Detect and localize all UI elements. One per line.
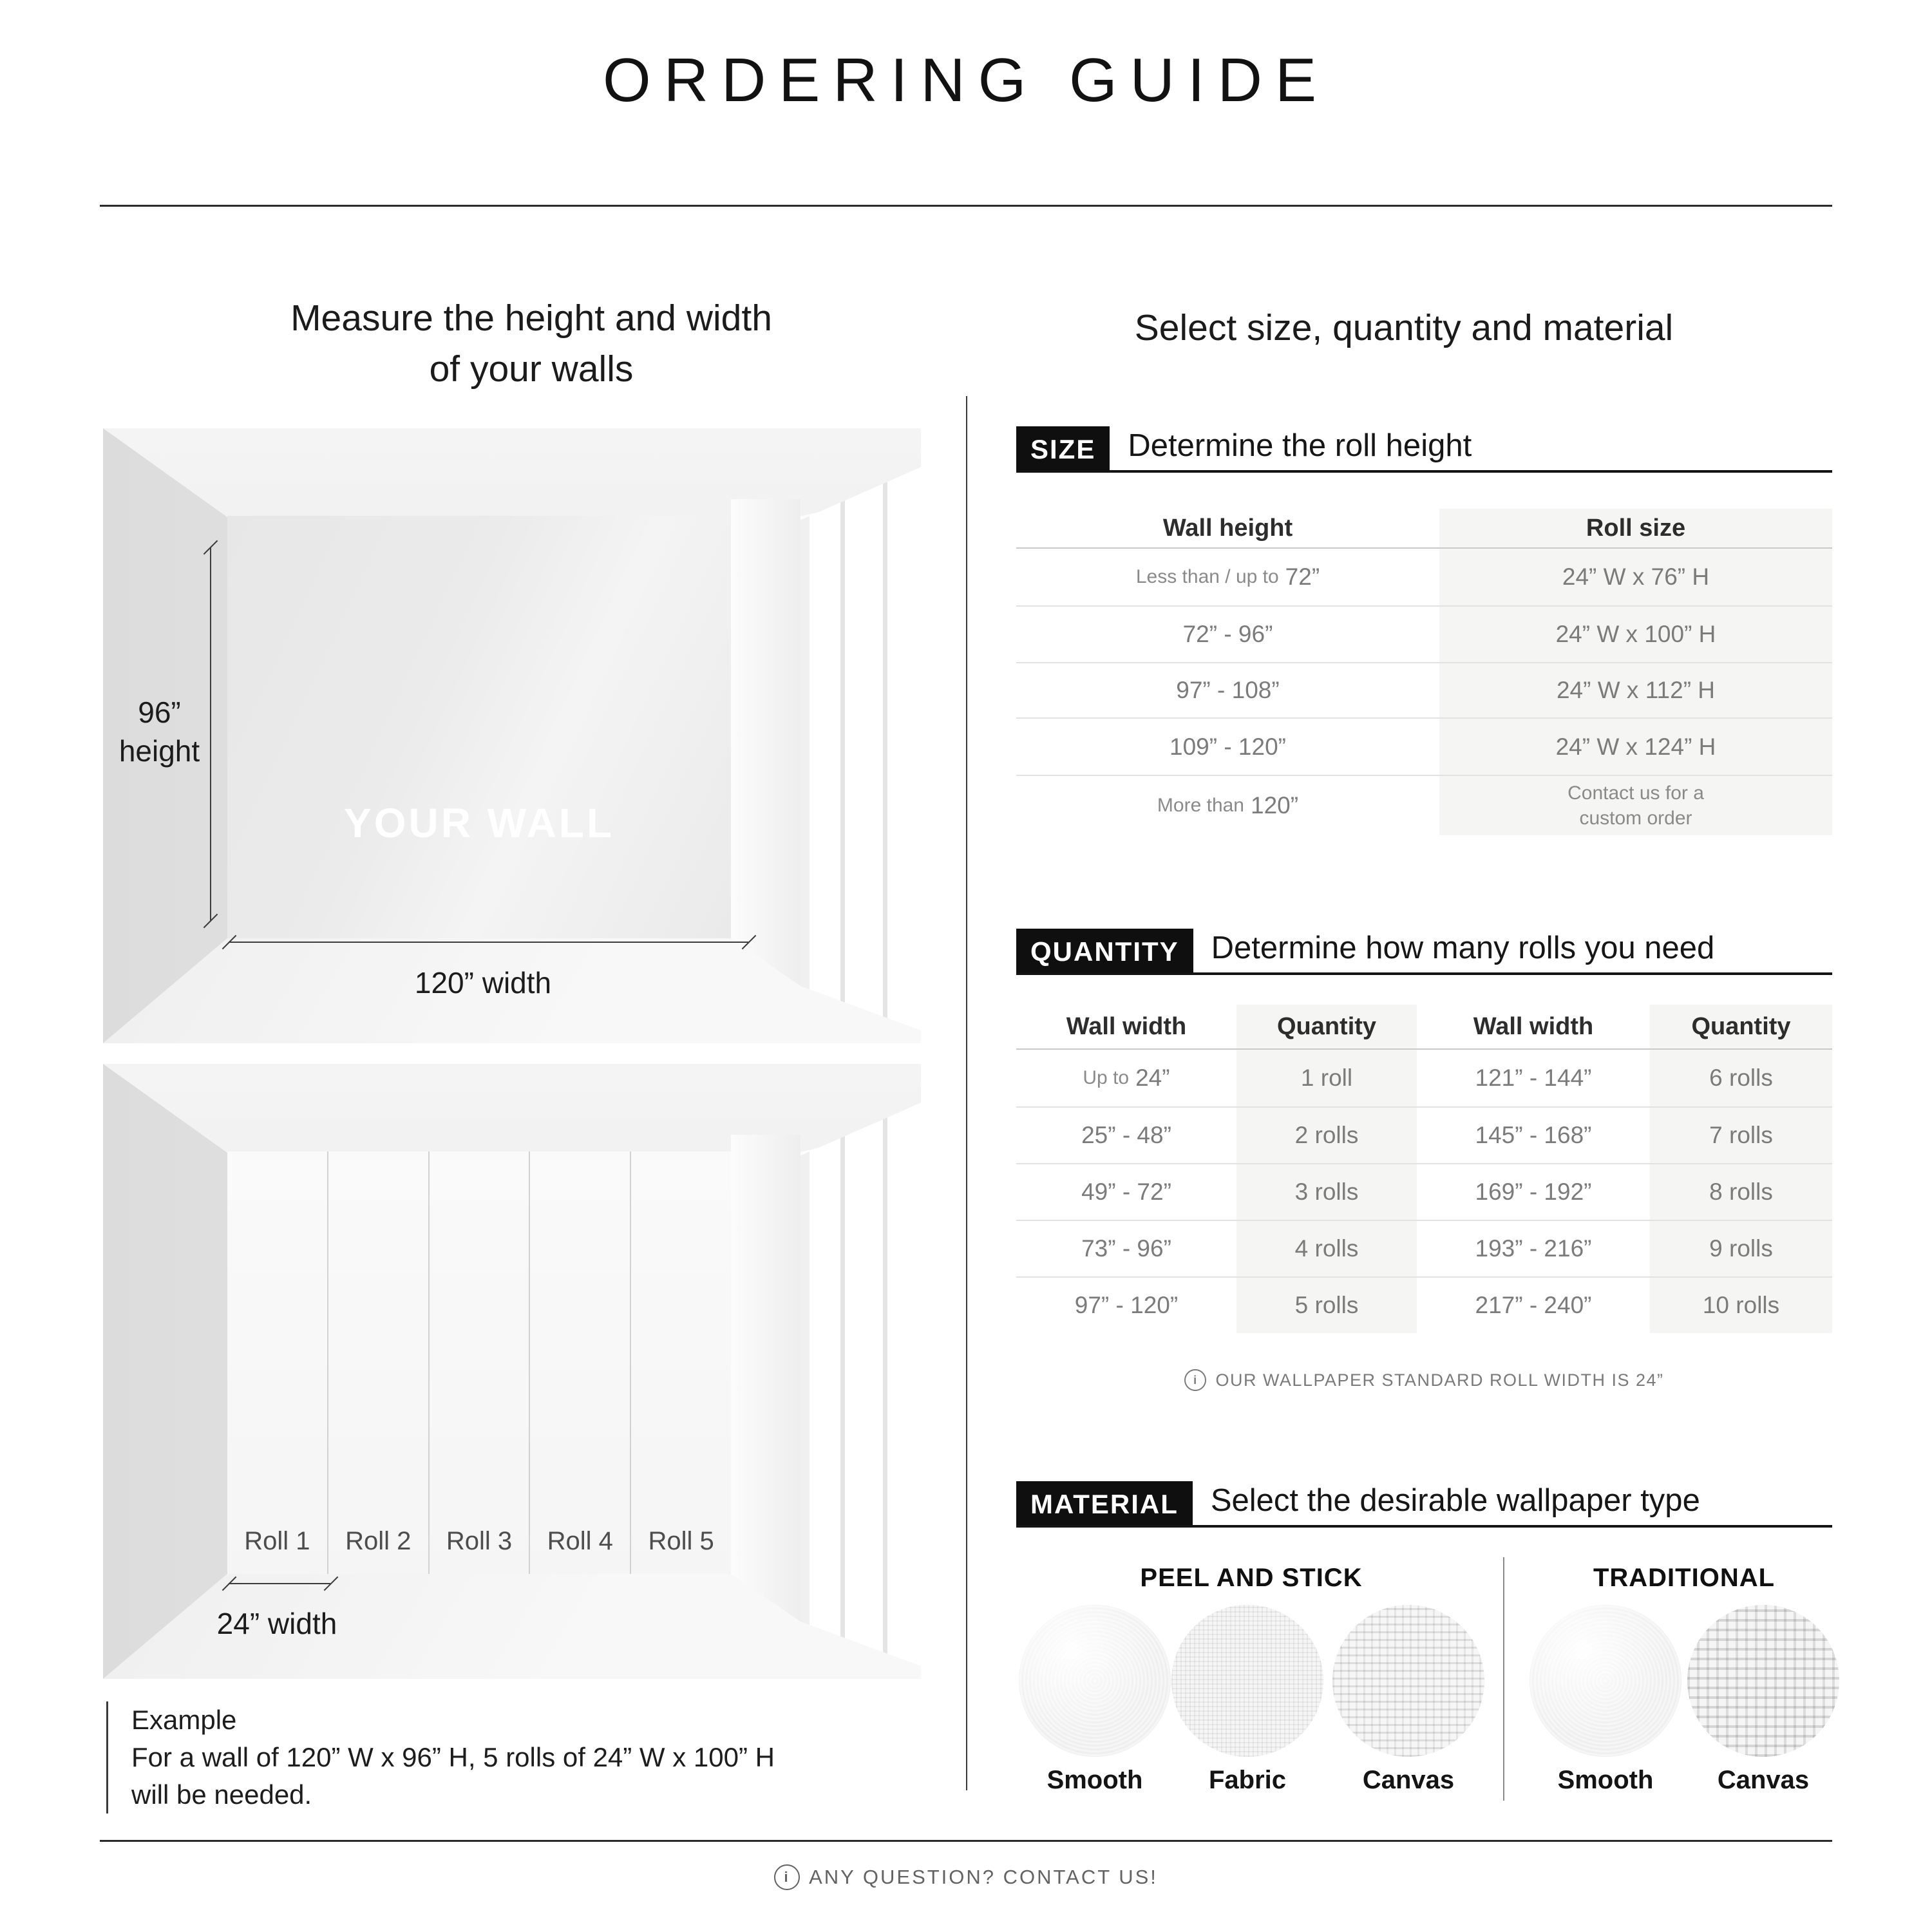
quantity-cell-wall: 193” - 216” bbox=[1417, 1220, 1650, 1276]
quantity-wall-prefix: Up to bbox=[1083, 1067, 1130, 1088]
material-section-header bbox=[1016, 1479, 1832, 1524]
quantity-cell-wall: 73” - 96” bbox=[1016, 1220, 1236, 1276]
material-section-rule bbox=[1016, 1525, 1832, 1528]
quantity-cell-qty: 7 rolls bbox=[1650, 1106, 1832, 1163]
roll-label: Roll 3 bbox=[446, 1527, 513, 1555]
roll-strip bbox=[430, 1151, 531, 1574]
window-mullion bbox=[883, 455, 887, 1043]
example-line3: will be needed. bbox=[131, 1779, 312, 1810]
quantity-col-wall-width: Wall width bbox=[1016, 1005, 1236, 1050]
example-accent-bar bbox=[106, 1701, 108, 1814]
roll-label: Roll 2 bbox=[345, 1527, 412, 1555]
your-wall-label: YOUR WALL bbox=[344, 800, 614, 846]
size-section-title: Determine the roll height bbox=[1128, 428, 1472, 463]
left-column-heading bbox=[129, 293, 934, 394]
roll-width-dimension-label: 24” width bbox=[216, 1607, 337, 1640]
quantity-cell-wall: 49” - 72” bbox=[1016, 1163, 1236, 1220]
width-dimension-line bbox=[229, 942, 748, 943]
quantity-cell-qty: 8 rolls bbox=[1650, 1163, 1832, 1220]
title-divider bbox=[100, 205, 1832, 207]
size-badge: SIZE bbox=[1016, 426, 1110, 473]
roll-width-note-text: OUR WALLPAPER STANDARD ROLL WIDTH IS 24” bbox=[1215, 1370, 1664, 1390]
roll-label: Roll 1 bbox=[244, 1527, 310, 1555]
size-wall-value: 120” bbox=[1251, 792, 1299, 819]
quantity-cell-qty: 9 rolls bbox=[1650, 1220, 1832, 1276]
quantity-cell-wall: 25” - 48” bbox=[1016, 1106, 1236, 1163]
window-mullion bbox=[840, 455, 845, 1043]
left-heading-line1: Measure the height and width bbox=[290, 298, 772, 339]
window-frame bbox=[800, 455, 810, 1043]
size-wall-value: 72” bbox=[1285, 564, 1320, 590]
swatch-peel-fabric bbox=[1171, 1605, 1323, 1757]
peel-and-stick-title: PEEL AND STICK bbox=[1140, 1564, 1363, 1592]
example-block bbox=[106, 1701, 931, 1814]
size-row-wall: 72” - 96” bbox=[1016, 605, 1439, 662]
quantity-col-quantity: Quantity bbox=[1650, 1005, 1832, 1050]
quantity-wall-value: 24” bbox=[1135, 1065, 1170, 1091]
room1-back-wall bbox=[227, 516, 731, 938]
roll-strip bbox=[530, 1151, 631, 1574]
page-title: ORDERING GUIDE bbox=[602, 46, 1330, 115]
swatch-traditional-canvas bbox=[1687, 1605, 1839, 1757]
roll-label: Roll 5 bbox=[648, 1527, 714, 1555]
height-word: height bbox=[118, 734, 200, 768]
material-badge: MATERIAL bbox=[1016, 1481, 1193, 1528]
footer-divider bbox=[100, 1840, 1832, 1842]
window-frame bbox=[800, 1091, 810, 1679]
custom-order-line1: Contact us for a bbox=[1567, 782, 1704, 804]
quantity-section-header bbox=[1016, 926, 1832, 971]
example-title: Example bbox=[131, 1705, 237, 1735]
traditional-title: TRADITIONAL bbox=[1593, 1564, 1776, 1592]
quantity-section-rule bbox=[1016, 972, 1832, 975]
quantity-cell-qty: 1 roll bbox=[1236, 1050, 1417, 1106]
room2-window-pillar bbox=[731, 1135, 800, 1631]
window-mullion bbox=[883, 1091, 887, 1679]
swatch-peel-canvas bbox=[1332, 1605, 1484, 1757]
size-section-header bbox=[1016, 424, 1832, 469]
custom-order-line2: custom order bbox=[1579, 808, 1692, 829]
quantity-cell-qty: 3 rolls bbox=[1236, 1163, 1417, 1220]
size-row-roll: 24” W x 124” H bbox=[1439, 717, 1832, 775]
example-line2: For a wall of 120” W x 96” H, 5 rolls of 24” W x 100” H bbox=[131, 1741, 775, 1772]
roll-width-dimension-line bbox=[229, 1583, 330, 1584]
size-row-wall bbox=[1016, 775, 1439, 835]
swatch-label: Smooth bbox=[1046, 1766, 1143, 1794]
room2-window bbox=[800, 1091, 921, 1679]
swatch-peel-smooth bbox=[1019, 1605, 1171, 1757]
roll-label: Roll 4 bbox=[547, 1527, 613, 1555]
size-wall-prefix: More than bbox=[1157, 795, 1244, 816]
quantity-cell-wall: 217” - 240” bbox=[1417, 1276, 1650, 1333]
swatch-traditional-smooth bbox=[1530, 1605, 1681, 1757]
size-row-roll: 24” W x 76” H bbox=[1439, 549, 1832, 605]
swatch-label: Canvas bbox=[1362, 1766, 1455, 1794]
size-wall-prefix: Less than / up to bbox=[1135, 566, 1279, 587]
size-row-wall: 97” - 108” bbox=[1016, 662, 1439, 717]
size-row-wall bbox=[1016, 549, 1439, 605]
width-dimension-label: 120” width bbox=[414, 966, 552, 999]
quantity-col-quantity: Quantity bbox=[1236, 1005, 1417, 1050]
material-section-title: Select the desirable wallpaper type bbox=[1210, 1483, 1700, 1518]
quantity-cell-wall: 145” - 168” bbox=[1417, 1106, 1650, 1163]
swatch-label: Fabric bbox=[1208, 1766, 1287, 1794]
roll-strip bbox=[227, 1151, 328, 1574]
size-col-wall-height: Wall height bbox=[1016, 509, 1439, 549]
room-illustration-rolls bbox=[103, 1064, 921, 1679]
room1-window-pillar bbox=[731, 499, 800, 995]
quantity-cell-qty: 4 rolls bbox=[1236, 1220, 1417, 1276]
footer-contact-text: ANY QUESTION? CONTACT US! bbox=[809, 1866, 1158, 1888]
material-group-divider bbox=[1503, 1557, 1504, 1801]
swatch-label: Smooth bbox=[1557, 1766, 1654, 1794]
left-heading-line2: of your walls bbox=[429, 348, 634, 390]
quantity-cell-wall: 169” - 192” bbox=[1417, 1163, 1650, 1220]
quantity-cell-qty: 10 rolls bbox=[1650, 1276, 1832, 1333]
quantity-badge: QUANTITY bbox=[1016, 929, 1193, 975]
footer-contact bbox=[0, 1864, 1932, 1890]
room-illustration-measure bbox=[103, 428, 921, 1043]
quantity-col-wall-width: Wall width bbox=[1417, 1005, 1650, 1050]
swatch-label: Canvas bbox=[1717, 1766, 1810, 1794]
size-col-roll-size: Roll size bbox=[1439, 509, 1832, 549]
quantity-cell-qty: 5 rolls bbox=[1236, 1276, 1417, 1333]
size-table bbox=[1016, 509, 1832, 835]
size-row-roll: 24” W x 100” H bbox=[1439, 605, 1832, 662]
roll-strip bbox=[328, 1151, 430, 1574]
roll-strip bbox=[631, 1151, 731, 1574]
size-row-roll: 24” W x 112” H bbox=[1439, 662, 1832, 717]
window-mullion bbox=[840, 1091, 845, 1679]
quantity-cell-qty: 6 rolls bbox=[1650, 1050, 1832, 1106]
room2-back-wall bbox=[227, 1151, 731, 1574]
height-value: 96” bbox=[138, 696, 181, 729]
size-section-rule bbox=[1016, 470, 1832, 473]
info-icon: i bbox=[774, 1864, 800, 1890]
room1-window bbox=[800, 455, 921, 1043]
info-icon: i bbox=[1184, 1369, 1206, 1391]
quantity-cell-wall: 97” - 120” bbox=[1016, 1276, 1236, 1333]
size-row-roll bbox=[1439, 775, 1832, 835]
height-dimension-label bbox=[106, 694, 213, 771]
quantity-cell-qty: 2 rolls bbox=[1236, 1106, 1417, 1163]
right-column-heading: Select size, quantity and material bbox=[1134, 307, 1674, 348]
column-divider bbox=[966, 396, 967, 1790]
quantity-cell-wall: 121” - 144” bbox=[1475, 1065, 1592, 1091]
quantity-section-title: Determine how many rolls you need bbox=[1211, 931, 1715, 965]
roll-width-note bbox=[1016, 1369, 1832, 1391]
quantity-cell-wall bbox=[1016, 1050, 1236, 1106]
quantity-table bbox=[1016, 1005, 1832, 1333]
size-row-wall: 109” - 120” bbox=[1016, 717, 1439, 775]
